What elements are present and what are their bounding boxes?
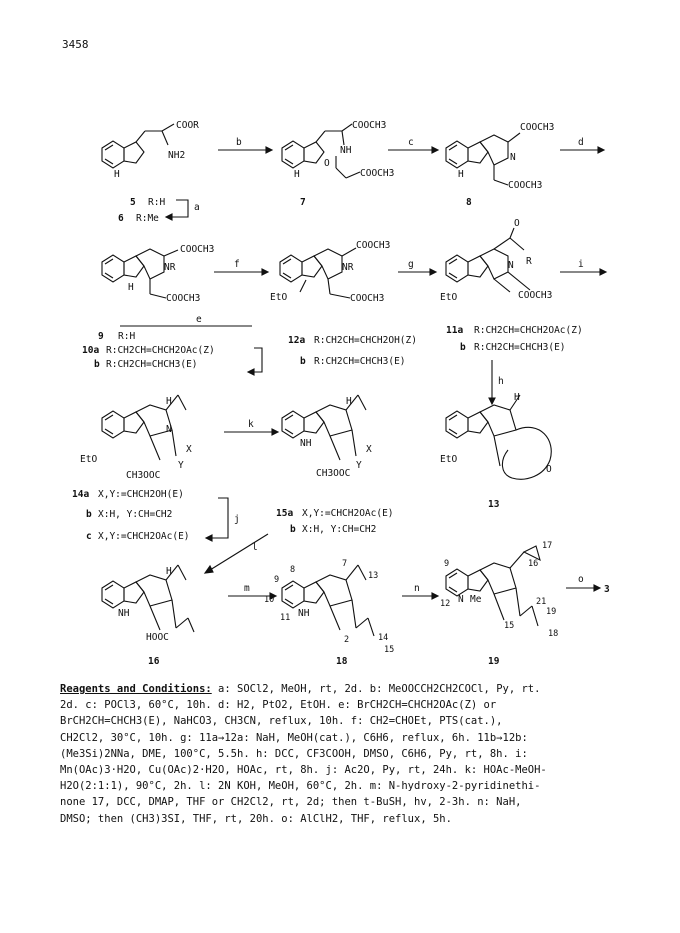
conditions-line-4: CH2Cl2, 30°C, 10h. g: 11a→12a: NaH, MeOH(cat.), C6H6, reflux, 6h. 11b→12b: (60, 731, 528, 744)
structure-16 (102, 565, 194, 632)
text-eto-11: EtO (440, 292, 458, 303)
compound-14b-label: b (86, 509, 92, 520)
text-num-13: 13 (368, 571, 379, 581)
text-cooch3-12a: COOCH3 (356, 240, 391, 251)
text-num-16: 16 (528, 559, 539, 569)
text-num-10: 10 (264, 595, 275, 605)
arrow-d-label: d (578, 137, 584, 148)
compound-11a-r: R:CH2CH=CHCH2OAc(Z) (474, 325, 583, 336)
text-h-15: H (346, 396, 352, 407)
text-h: H (114, 169, 120, 180)
compound-6-label: 6 (118, 213, 124, 224)
text-n-11: N (508, 260, 514, 271)
text-num-7: 7 (342, 559, 348, 569)
text-nh-16: NH (118, 608, 130, 619)
arrow-l-label: l (252, 542, 258, 553)
text-y-14: Y (178, 460, 184, 471)
text-ch3ooc-14: CH3OOC (126, 470, 161, 481)
conditions-line-3: BrCH2CH=CHCH3(E), NaHCO3, CH3CN, reflux, 10h. f: CH2=CHOEt, PTS(cat.), (60, 715, 503, 728)
compound-10b-r: R:CH2CH=CHCH3(E) (106, 359, 198, 370)
compound-12b-r: R:CH2CH=CHCH3(E) (314, 356, 406, 367)
text-nh-18: NH (298, 608, 310, 619)
text-num-19: 19 (546, 607, 557, 617)
text-nr-9: NR (164, 262, 176, 273)
compound-12b-label: b (300, 356, 306, 367)
text-num-9b: 9 (444, 559, 450, 569)
structure-11 (446, 228, 530, 292)
compound-19-label: 19 (488, 656, 500, 667)
text-n-14: N (166, 424, 172, 435)
conditions-line-6: Mn(OAc)3·H2O, Cu(OAc)2·H2O, HOAc, rt, 8h. j: Ac2O, Py, rt, 24h. k: HOAc-MeOH- (60, 764, 547, 777)
text-o-13: O (546, 464, 552, 475)
conditions-line-1 (60, 681, 635, 697)
structure-18 (282, 565, 374, 636)
text-h-8: H (458, 169, 464, 180)
text-num-18: 18 (548, 629, 559, 639)
text-nh2: NH2 (168, 150, 186, 161)
compound-15b-r: X:H, Y:CH=CH2 (302, 524, 377, 535)
compound-7-label: 7 (300, 197, 306, 208)
text-num-12: 12 (440, 599, 451, 609)
compound-14a-r: X,Y:=CHCH2OH(E) (98, 489, 184, 500)
text-num-14: 14 (378, 633, 389, 643)
text-num-8: 8 (290, 565, 296, 575)
conditions-line-7: H2O(2:1:1), 90°C, 2h. l: 2N KOH, MeOH, 60°C, 2h. m: N-hydroxy-2-pyridinethi- (60, 780, 541, 793)
conditions-line-5: (Me3Si)2NNa, DME, 100°C, 5.5h. h: DCC, CF3COOH, DMSO, C6H6, Py, rt, 8h. i: (60, 747, 528, 760)
text-h-13: H (514, 392, 520, 403)
arrow-g-label: g (408, 259, 414, 270)
text-cooch3-7b: COOCH3 (360, 168, 395, 179)
structure-15 (282, 395, 366, 460)
text-h-14: H (166, 396, 172, 407)
compound-9-label: 9 (98, 331, 104, 342)
page-number: 3458 (62, 38, 89, 51)
arrow-i-label: i (578, 259, 584, 270)
text-num-11: 11 (280, 613, 291, 623)
compound-14c-label: c (86, 531, 92, 542)
compound-15b-label: b (290, 524, 296, 535)
compound-14a-label: 14a (72, 489, 90, 500)
text-ch3ooc-15: CH3OOC (316, 468, 351, 479)
compound-11b-label: b (460, 342, 466, 353)
text-eto-12: EtO (270, 292, 288, 303)
arrow-k-label: k (248, 419, 254, 430)
text-num-15: 15 (384, 645, 395, 655)
text-num-15b: 15 (504, 621, 515, 631)
text-n-19: N (458, 594, 464, 605)
text-r-11: R (526, 256, 532, 267)
text-eto-13: EtO (440, 454, 458, 465)
compound-11b-r: R:CH2CH=CHCH3(E) (474, 342, 566, 353)
text-y-15: Y (356, 460, 362, 471)
arrow-m-label: m (244, 583, 250, 594)
compound-6-r: R:Me (136, 213, 159, 224)
compound-5-r: R:H (148, 197, 166, 208)
structure-14 (102, 395, 186, 460)
text-nh-15: NH (300, 438, 312, 449)
text-cooch3-8b: COOCH3 (508, 180, 543, 191)
arrow-h-label: h (498, 376, 504, 387)
text-h-9: H (128, 282, 134, 293)
text-me-19: Me (470, 594, 482, 605)
text-nr-12: NR (342, 262, 354, 273)
compound-10a-r: R:CH2CH=CHCH2OAc(Z) (106, 345, 215, 356)
conditions-line-9: DMSO; then (CH3)3SI, THF, rt, 20h. o: AlClH2, THF, reflux, 5h. (60, 812, 452, 825)
text-num-9: 9 (274, 575, 280, 585)
compound-12a-r: R:CH2CH=CHCH2OH(Z) (314, 335, 417, 346)
arrow-f-label: f (234, 259, 240, 270)
compound-16-label: 16 (148, 656, 160, 667)
compound-14b-r: X:H, Y:CH=CH2 (98, 509, 173, 520)
text-cooch3-11: COOCH3 (518, 290, 553, 301)
conditions-text-1: a: SOCl2, MeOH, rt, 2d. b: MeOOCCH2CH2COCl, Py, rt. (218, 683, 541, 695)
text-h-7: H (294, 169, 300, 180)
arrow-j-label: j (234, 514, 240, 525)
compound-9-r: R:H (118, 331, 136, 342)
arrow-c-label: c (408, 137, 414, 148)
text-hooc-16: HOOC (146, 632, 169, 643)
compound-13-label: 13 (488, 499, 500, 510)
text-cooch3-8a: COOCH3 (520, 122, 555, 133)
compound-5-label: 5 (130, 197, 136, 208)
arrow-a-label: a (194, 202, 200, 213)
compound-15a-label: 15a (276, 508, 294, 519)
text-coor: COOR (176, 120, 199, 131)
compound-15a-r: X,Y:=CHCH2OAc(E) (302, 508, 394, 519)
text-num-17: 17 (542, 541, 553, 551)
compound-3-label: 3 (604, 584, 610, 595)
conditions-line-8: none 17, DCC, DMAP, THF or CH2Cl2, rt, 2d; then t-BuSH, hv, 2-3h. n: NaH, (60, 796, 522, 809)
compound-10b-label: b (94, 359, 100, 370)
arrow-n-label: n (414, 583, 420, 594)
compound-18-label: 18 (336, 656, 348, 667)
text-o-11: O (514, 218, 520, 229)
text-num-2: 2 (344, 635, 350, 645)
text-x-14: X (186, 444, 192, 455)
text-h-16: H (166, 566, 172, 577)
text-o-7: O (324, 158, 330, 169)
structure-5 (102, 124, 174, 168)
compound-11a-label: 11a (446, 325, 464, 336)
text-num-21: 21 (536, 597, 547, 607)
structure-9 (102, 249, 178, 298)
compound-12a-label: 12a (288, 335, 306, 346)
compound-8-label: 8 (466, 197, 472, 208)
text-x-15: X (366, 444, 372, 455)
compound-14c-r: X,Y:=CHCH2OAc(E) (98, 531, 190, 542)
conditions-heading: Reagents and Conditions: (60, 683, 212, 695)
text-cooch3-12b: COOCH3 (350, 293, 385, 304)
structure-19 (446, 546, 540, 626)
arrow-b-label: b (236, 137, 242, 148)
structure-12 (280, 248, 356, 298)
text-n-8: N (510, 152, 516, 163)
text-cooch3-7a: COOCH3 (352, 120, 387, 131)
text-cooch3-9b: COOCH3 (166, 293, 201, 304)
compound-10a-label: 10a (82, 345, 100, 356)
arrow-e-label: e (196, 314, 202, 325)
text-eto-14: EtO (80, 454, 98, 465)
text-nh-7: NH (340, 145, 352, 156)
arrow-o-label: o (578, 574, 584, 585)
structure-13 (446, 395, 551, 479)
text-cooch3-9a: COOCH3 (180, 244, 215, 255)
reagents-and-conditions (60, 681, 635, 827)
conditions-line-2: 2d. c: POCl3, 60°C, 10h. d: H2, PtO2, EtOH. e: BrCH2CH=CHCH2OAc(Z) or (60, 699, 497, 712)
